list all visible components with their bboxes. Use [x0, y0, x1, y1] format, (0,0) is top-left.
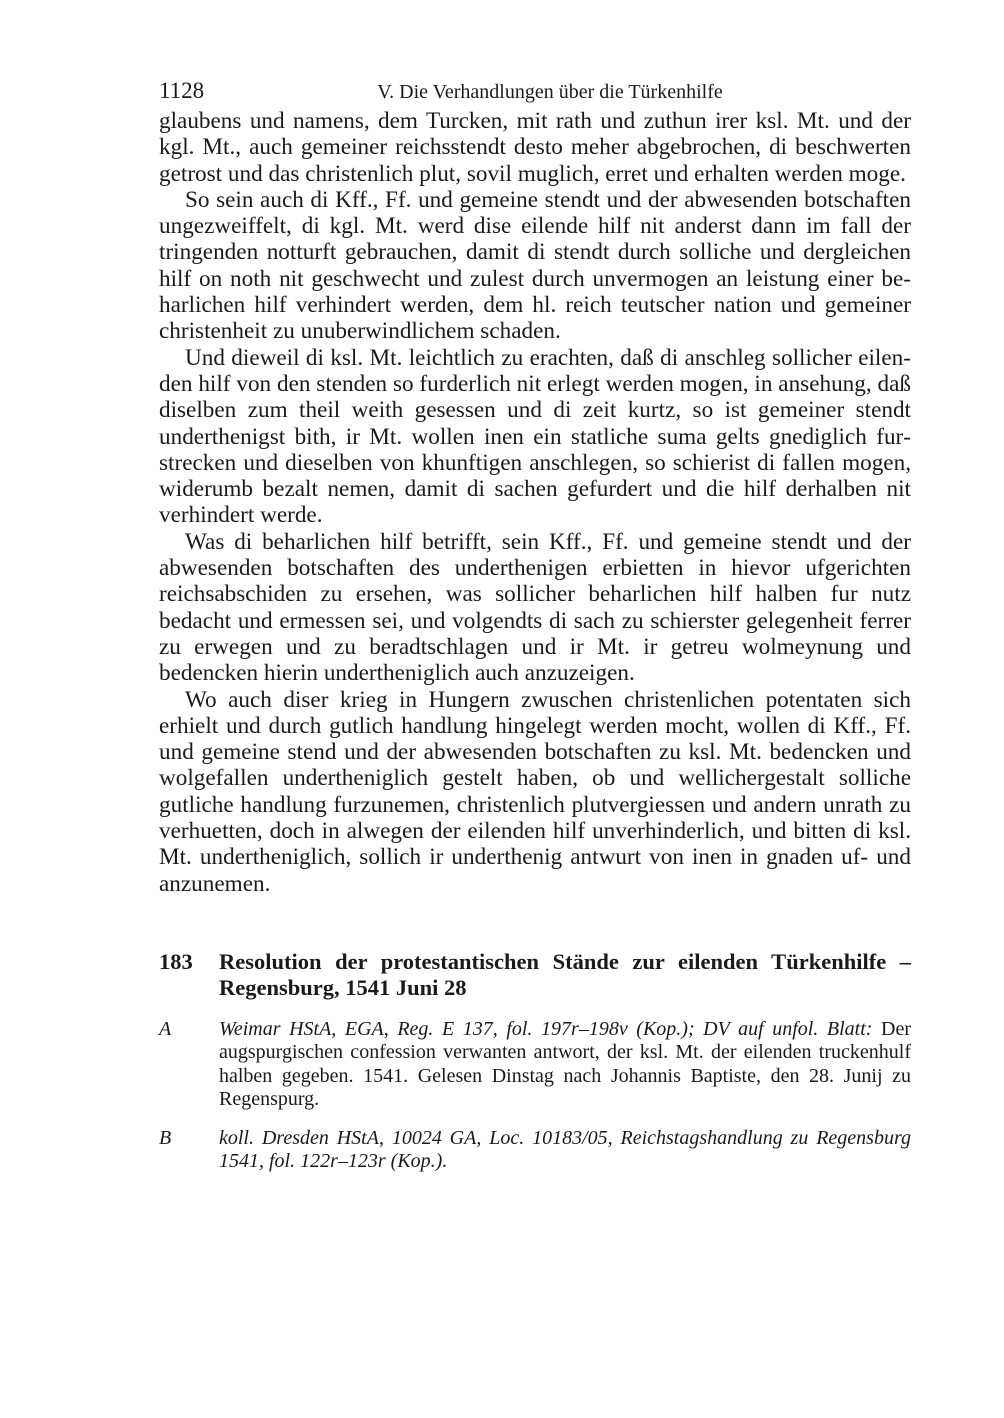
- document-page: [159, 78, 911, 1174]
- paragraph: So sein auch di Kff., Ff. und gemeine stendt und der abwesenden botschaften ungezweiffelt, di kgl. Mt. werd dise eilende hilf nit anderst dann im fall der tringenden notturft gebrauchen, damit di stendt durch solliche und dergleichen hilf on noth nit geschwecht und zulest durch unvermogen an leistung einer beharlichen hilf verhindert werden, dem hl. reich teutscher nation und gemeiner christenheit zu unuberwindlichem schaden.: [159, 186, 911, 345]
- paragraph: glaubens und namens, dem Turcken, mit rath und zuthun irer ksl. Mt. und der kgl. Mt., auch gemeiner reichsstendt desto meher abgebrochen, di beschwerten getrost und das christenlich plut, sovil muglich, erret und erhalten werden moge.: [159, 108, 911, 187]
- source-entry-b: [159, 1127, 911, 1174]
- paragraph: Was di beharlichen hilf betrifft, sein Kff., Ff. und gemeine stendt und der abwesenden botschaften des underthenigen erbietten in hievor ufgerichten reichsabschiden zu ersehen, was sollicher beharlichen hilf halben fur nutz bedacht und ermessen sei, und volgendts di sach zu schierster gelegenheit ferrer zu erwegen und zu beradtschlagen und ir Mt. ir getreu wolmeynung und bedencken hierin undertheniglich auch anzuzeigen.: [159, 528, 911, 687]
- source-archive: Weimar HStA, EGA, Reg. E 137, fol. 197r–198v (Kop.); DV auf unfol. Blatt:: [219, 1017, 873, 1040]
- source-description: Der augspurgischen confession verwanten antwort, der ksl. Mt. der eilenden truckenhulf halben gegeben. 1541. Gelesen Dinstag nach Johannis Baptiste, den 28. Junij zu Regenspurg.: [219, 1017, 911, 1110]
- source-siglum: A: [159, 1017, 172, 1040]
- body-text: [159, 108, 911, 897]
- source-siglum: B: [159, 1127, 172, 1150]
- paragraph: Wo auch diser krieg in Hungern zwuschen christenlichen potentaten sich erhielt und durch gutlich handlung hingelegt werden mocht, wollen di Kff., Ff. und gemeine stend und der abwesenden botschaften zu ksl. Mt. bedencken und wolgefallen undertheniglich gestelt haben, ob und wellichergestalt solliche gutliche handlung furzunemen, christenlich plutvergiessen und andern unrath zu verhuetten, doch in alwegen der eilenden hilf unverhinderlich, und bitten di ksl. Mt. undertheniglich, sollich ir underthenig antwurt von inen in gnaden uf- und anzunemen.: [159, 686, 911, 897]
- page-number: 1128: [159, 78, 205, 103]
- document-title: Resolution der protestantischen Stände zur eilenden Türkenhilfe – Regensburg, 1541 Juni 28: [219, 948, 911, 1001]
- paragraph: Und dieweil di ksl. Mt. leichtlich zu erachten, daß di anschleg sollicher eilenden hilf von den stenden so furderlich nit erlegt werden mogen, in ansehung, daß diselben zum theil weith gesessen und di zeit kurtz, so ist gemeiner stendt underthenigst bith, ir Mt. wollen inen ein statliche suma gelts gnediglich furstrecken und dieselben von khunftigen anschlegen, so schierist di fallen mogen, widerumb bezalt nemen, damit di sachen gefurdert und die hilf derhalben nit verhindert werde.: [159, 344, 911, 529]
- document-heading: [159, 949, 911, 1002]
- page-header: [159, 78, 911, 108]
- source-text: [219, 1018, 911, 1111]
- source-entry-a: [159, 1018, 911, 1111]
- source-archive: koll. Dresden HStA, 10024 GA, Loc. 10183/05, Reichstagshandlung zu Regensburg 1541, fol. 122r–123r (Kop.).: [219, 1127, 911, 1173]
- document-number: 183: [159, 948, 193, 974]
- running-title: V. Die Verhandlungen über die Türkenhilfe: [377, 81, 723, 103]
- source-text: [219, 1127, 911, 1174]
